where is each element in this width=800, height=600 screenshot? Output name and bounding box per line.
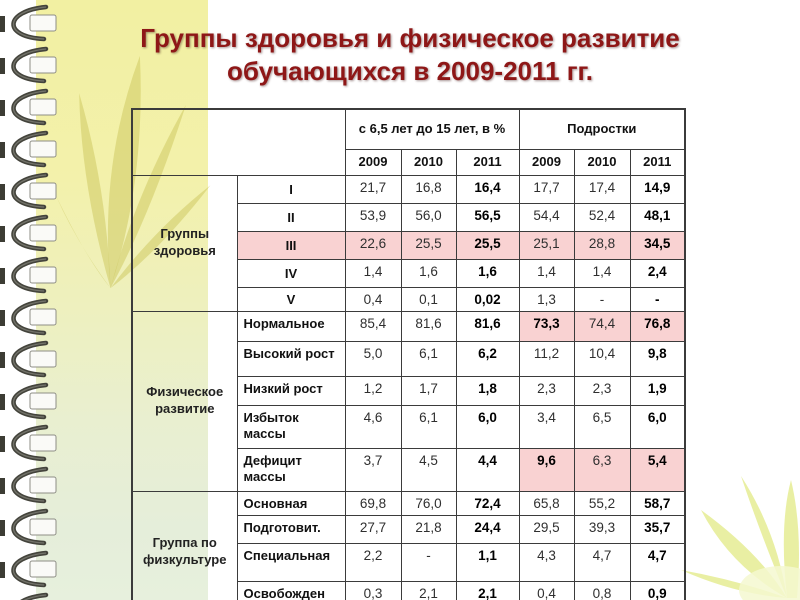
data-cell: 0,4	[345, 287, 401, 311]
data-cell: 16,8	[401, 175, 456, 203]
data-cell: 69,8	[345, 491, 401, 515]
data-cell: 6,0	[630, 405, 685, 448]
data-cell: 27,7	[345, 515, 401, 543]
data-cell: 6,1	[401, 341, 456, 376]
row-label: Дефицит массы	[237, 448, 345, 491]
data-cell: 4,4	[456, 448, 519, 491]
data-cell: 1,9	[630, 376, 685, 405]
data-cell: 3,4	[519, 405, 574, 448]
data-cell: 4,7	[630, 543, 685, 581]
row-label: Высокий рост	[237, 341, 345, 376]
year-header: 2011	[456, 149, 519, 175]
data-cell: 29,5	[519, 515, 574, 543]
data-cell: 39,3	[574, 515, 630, 543]
data-cell: 1,2	[345, 376, 401, 405]
data-cell: 74,4	[574, 311, 630, 341]
data-cell: 16,4	[456, 175, 519, 203]
header-col-group-2: Подростки	[519, 109, 685, 149]
data-cell: 17,7	[519, 175, 574, 203]
year-header: 2009	[519, 149, 574, 175]
table-header-row-groups	[132, 109, 685, 149]
slide-title	[100, 22, 720, 89]
data-cell: 5,0	[345, 341, 401, 376]
data-cell: 1,3	[519, 287, 574, 311]
data-cell: 6,5	[574, 405, 630, 448]
leaf-silhouette-bottom-right-icon	[675, 470, 800, 600]
data-cell: 5,4	[630, 448, 685, 491]
data-cell: 0,02	[456, 287, 519, 311]
data-cell: 3,7	[345, 448, 401, 491]
row-group-label-physical: Физическое развитие	[132, 311, 237, 491]
year-header: 2009	[345, 149, 401, 175]
data-cell: -	[401, 543, 456, 581]
data-cell: 0,9	[630, 581, 685, 600]
data-cell: 24,4	[456, 515, 519, 543]
row-label: Низкий рост	[237, 376, 345, 405]
data-cell: 1,6	[401, 259, 456, 287]
data-cell: 2,1	[401, 581, 456, 600]
data-cell: 56,5	[456, 203, 519, 231]
data-cell: 4,3	[519, 543, 574, 581]
row-label: Нормальное	[237, 311, 345, 341]
spiral-binding	[0, 0, 60, 600]
row-label: IV	[237, 259, 345, 287]
data-cell: 73,3	[519, 311, 574, 341]
data-cell: 6,3	[574, 448, 630, 491]
data-cell: 52,4	[574, 203, 630, 231]
data-cell: 1,7	[401, 376, 456, 405]
data-cell: 2,2	[345, 543, 401, 581]
data-cell: 56,0	[401, 203, 456, 231]
row-label: III	[237, 231, 345, 259]
data-cell: 10,4	[574, 341, 630, 376]
data-cell: 0,8	[574, 581, 630, 600]
data-cell: 55,2	[574, 491, 630, 515]
data-cell: 1,4	[574, 259, 630, 287]
data-cell: 21,8	[401, 515, 456, 543]
row-label: V	[237, 287, 345, 311]
data-cell: 1,8	[456, 376, 519, 405]
data-cell: -	[574, 287, 630, 311]
data-cell: 53,9	[345, 203, 401, 231]
data-cell: 22,6	[345, 231, 401, 259]
row-label: Избыток массы	[237, 405, 345, 448]
table-row	[132, 175, 685, 203]
data-cell: 2,3	[519, 376, 574, 405]
data-cell: 54,4	[519, 203, 574, 231]
data-cell: 1,6	[456, 259, 519, 287]
data-cell: 0,1	[401, 287, 456, 311]
data-cell: 9,6	[519, 448, 574, 491]
data-cell: 72,4	[456, 491, 519, 515]
data-cell: 1,4	[519, 259, 574, 287]
data-cell: 81,6	[456, 311, 519, 341]
data-cell: 2,3	[574, 376, 630, 405]
data-cell: 65,8	[519, 491, 574, 515]
data-cell: 14,9	[630, 175, 685, 203]
data-cell: 4,7	[574, 543, 630, 581]
year-header: 2010	[574, 149, 630, 175]
year-header: 2010	[401, 149, 456, 175]
data-cell: 17,4	[574, 175, 630, 203]
row-label: II	[237, 203, 345, 231]
row-label: Подготовит.	[237, 515, 345, 543]
table-row	[132, 491, 685, 515]
year-header: 2011	[630, 149, 685, 175]
data-cell: 6,1	[401, 405, 456, 448]
data-cell: 35,7	[630, 515, 685, 543]
data-cell: -	[630, 287, 685, 311]
slide-title-line1: Группы здоровья и физическое развитие	[140, 23, 680, 53]
row-group-label-health: Группы здоровья	[132, 175, 237, 311]
data-cell: 21,7	[345, 175, 401, 203]
data-cell: 48,1	[630, 203, 685, 231]
row-label: Основная	[237, 491, 345, 515]
data-cell: 25,1	[519, 231, 574, 259]
data-cell: 1,1	[456, 543, 519, 581]
data-cell: 81,6	[401, 311, 456, 341]
header-col-group-1: с 6,5 лет до 15 лет, в %	[345, 109, 519, 149]
row-label: Специальная	[237, 543, 345, 581]
data-cell: 0,3	[345, 581, 401, 600]
data-cell: 4,6	[345, 405, 401, 448]
data-cell: 25,5	[456, 231, 519, 259]
data-cell: 0,4	[519, 581, 574, 600]
header-empty-cell	[132, 109, 345, 175]
data-cell: 34,5	[630, 231, 685, 259]
data-cell: 2,1	[456, 581, 519, 600]
data-cell: 1,4	[345, 259, 401, 287]
data-cell: 9,8	[630, 341, 685, 376]
data-cell: 6,2	[456, 341, 519, 376]
data-cell: 2,4	[630, 259, 685, 287]
data-cell: 11,2	[519, 341, 574, 376]
row-group-label-pe: Группа по физкультуре	[132, 491, 237, 600]
data-cell: 76,0	[401, 491, 456, 515]
data-cell: 4,5	[401, 448, 456, 491]
row-label: Освобожден	[237, 581, 345, 600]
data-cell: 28,8	[574, 231, 630, 259]
data-cell: 58,7	[630, 491, 685, 515]
data-cell: 76,8	[630, 311, 685, 341]
data-cell: 6,0	[456, 405, 519, 448]
data-cell: 85,4	[345, 311, 401, 341]
slide-title-line2: обучающихся в 2009-2011 гг.	[226, 56, 594, 87]
row-label: I	[237, 175, 345, 203]
health-groups-table	[131, 108, 686, 600]
data-cell: 25,5	[401, 231, 456, 259]
table-row	[132, 311, 685, 341]
